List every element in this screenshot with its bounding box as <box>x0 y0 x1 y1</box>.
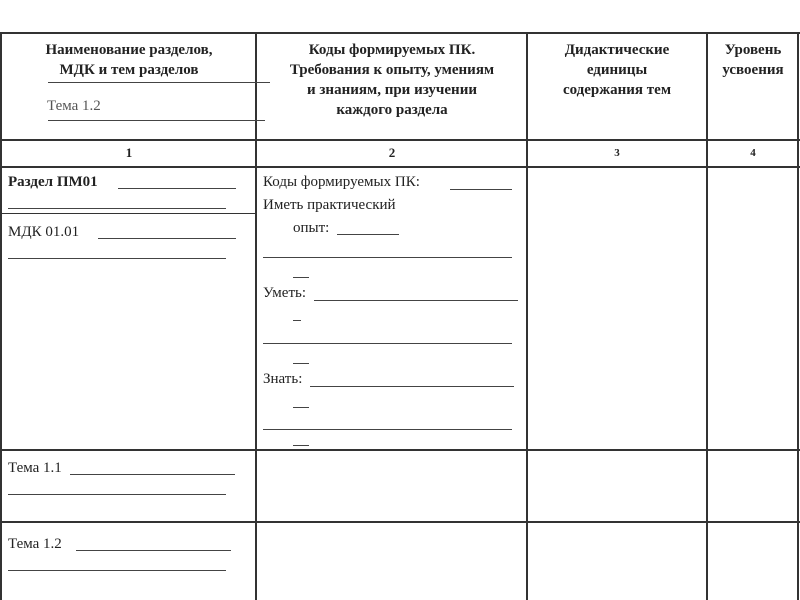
header-col1-line2: МДК и тем разделов <box>59 62 199 78</box>
header-col1 <box>2 40 256 80</box>
header-col2-line: Требования к опыту, умениям <box>289 62 495 78</box>
col-number-1: 1 <box>125 145 133 160</box>
header-col2-line: Коды формируемых ПК. <box>308 42 476 58</box>
header-col4-line: Уровень <box>724 42 782 58</box>
experience-label-1: Иметь практический <box>263 197 396 213</box>
header-col2-line: и знаниям, при изучении <box>307 82 477 98</box>
header-col4-line: усвоения <box>722 62 784 78</box>
header-col2-line: каждого раздела <box>336 102 448 118</box>
col-number-2: 2 <box>388 145 396 160</box>
header-col2 <box>257 40 527 120</box>
header-col3-line: единицы <box>586 62 648 78</box>
header-col4 <box>708 40 798 80</box>
header-col3-line: Дидактические <box>564 42 670 58</box>
col-number-4: 4 <box>750 147 756 159</box>
topic-2-label: Тема 1.2 <box>8 536 62 552</box>
header-col1-line1: Наименование разделов, <box>45 42 213 58</box>
col-number-3: 3 <box>614 147 620 159</box>
codes-label: Коды формируемых ПК: <box>263 174 420 190</box>
header-col3 <box>528 40 706 100</box>
knowledge-label: Знать: <box>263 371 303 387</box>
experience-label-2: опыт: <box>293 220 330 236</box>
section-label: Раздел ПМ01 <box>8 174 98 190</box>
topic-1-label: Тема 1.1 <box>8 460 62 476</box>
mdk-label: МДК 01.01 <box>8 224 80 240</box>
header-col3-line: содержания тем <box>562 82 672 98</box>
skills-label: Уметь: <box>263 285 307 301</box>
overlay-text: Тема 1.2 <box>47 98 101 114</box>
